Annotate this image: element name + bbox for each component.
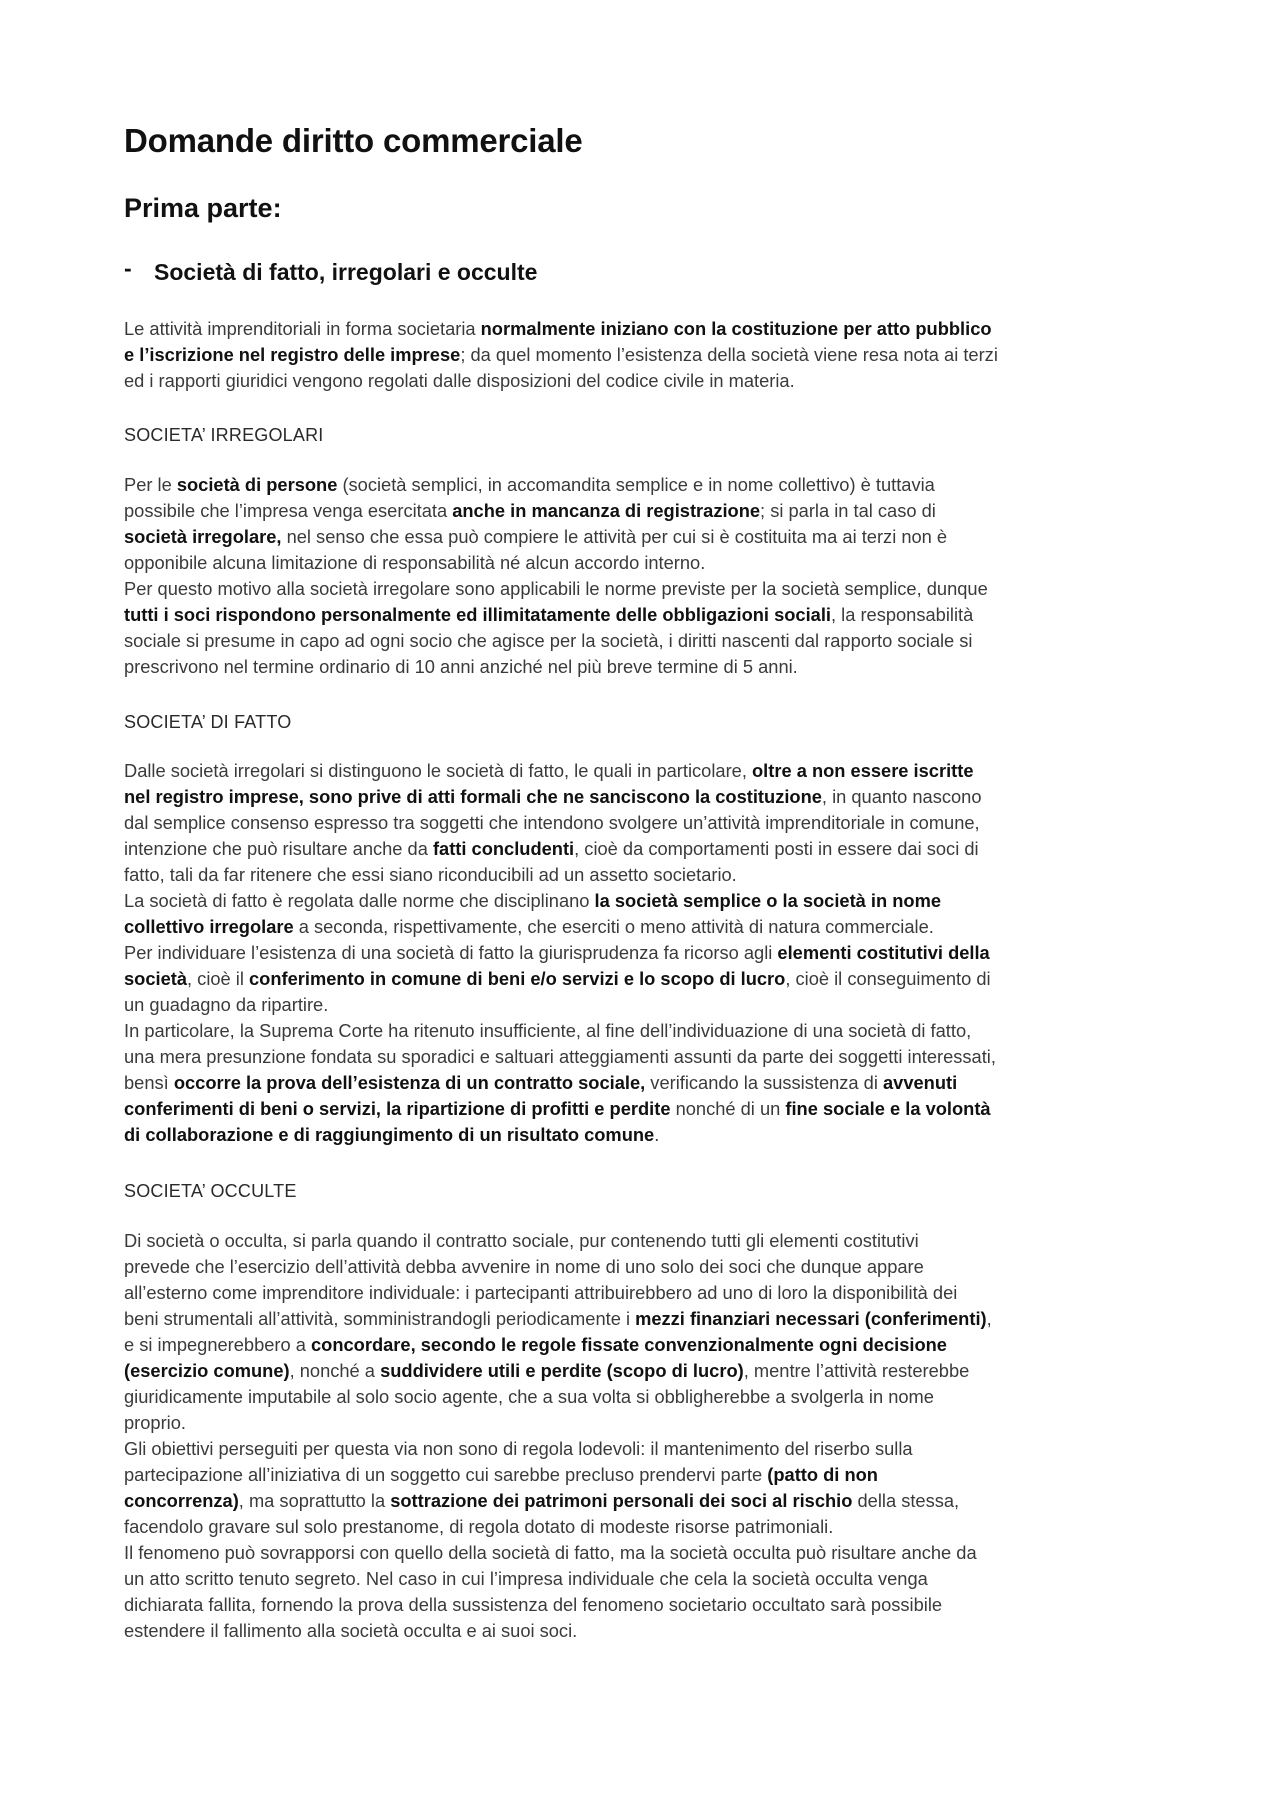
- bold-text: elementi costitutivi della: [777, 942, 990, 963]
- text-line: [124, 1122, 1176, 1148]
- text-line: [124, 1488, 1176, 1514]
- text-line: [124, 836, 1176, 862]
- text-run: , cioè da comportamenti posti in essere dai soci di: [574, 838, 979, 859]
- text-line: [124, 940, 1176, 966]
- bold-text: nel registro imprese, sono prive di atti formali che ne sanciscono la costituzione: [124, 786, 822, 807]
- text-line: [124, 1566, 1176, 1592]
- document-subtitle: Prima parte:: [124, 193, 282, 223]
- text-run: prevede che l’esercizio dell’attività debba avvenire in nome di uno solo dei soci che dunque appare: [124, 1256, 924, 1277]
- text-line: [124, 524, 1176, 550]
- bold-text: avvenuti: [883, 1072, 958, 1093]
- text-run: ed i rapporti giuridici vengono regolati dalle disposizioni del codice civile in materia.: [124, 370, 795, 391]
- text-run: Il fenomeno può sovrapporsi con quello della società di fatto, ma la società occulta può risultare anche da: [124, 1542, 977, 1563]
- text-run: facendolo gravare sul solo prestanome, di regola dotato di modeste risorse patrimoniali.: [124, 1516, 834, 1537]
- bold-text: fatti concludenti: [432, 838, 575, 859]
- text-run: fatto, tali da far ritenere che essi siano riconducibili ad un assetto societario.: [124, 864, 737, 885]
- text-line: [124, 1254, 1176, 1280]
- bold-text: di collaborazione e di raggiungimento di un risultato comune: [124, 1124, 655, 1145]
- bold-text: società irregolare,: [124, 526, 282, 547]
- bold-text: società: [124, 968, 188, 989]
- di-fatto-paragraph: [124, 758, 1176, 1148]
- text-run: Dalle società irregolari si distinguono le società di fatto, le quali in particolare,: [124, 760, 752, 781]
- text-run: possibile che l’impresa venga esercitata: [124, 500, 453, 521]
- bold-text: (patto di non: [767, 1464, 878, 1485]
- heading-di-fatto: SOCIETA’ DI FATTO: [124, 712, 292, 732]
- text-run: In particolare, la Suprema Corte ha ritenuto insufficiente, al fine dell’individuazione di una società di fatto,: [124, 1020, 972, 1041]
- text-line: [124, 1044, 1176, 1070]
- text-run: ; si parla in tal caso di: [760, 500, 936, 521]
- bold-text: tutti i soci rispondono personalmente ed illimitatamente delle obbligazioni sociali: [124, 604, 831, 625]
- text-line: [124, 758, 1176, 784]
- bold-text: e l’iscrizione nel registro delle imprese: [124, 344, 461, 365]
- text-run: , cioè il: [187, 968, 249, 989]
- text-run: bensì: [124, 1072, 174, 1093]
- bold-text: suddividere utili e perdite (scopo di lucro): [380, 1360, 744, 1381]
- text-line: [124, 1070, 1176, 1096]
- text-line: [124, 1384, 1176, 1410]
- text-line: [124, 1358, 1176, 1384]
- text-line: [124, 1018, 1176, 1044]
- text-line: [124, 888, 1176, 914]
- bullet-dash: -: [124, 255, 132, 281]
- intro-paragraph: [124, 316, 1176, 394]
- text-run: una mera presunzione fondata su sporadici e saltuari atteggiamenti assunti da parte dei soggetti interessati,: [124, 1046, 996, 1067]
- bold-text: (esercizio comune): [124, 1360, 290, 1381]
- text-run: Per questo motivo alla società irregolare sono applicabili le norme previste per la società semplice, dunque: [124, 578, 988, 599]
- text-line: [124, 1280, 1176, 1306]
- text-run: dichiarata fallita, fornendo la prova della sussistenza del fenomeno societario occultato sarà possibile: [124, 1594, 943, 1615]
- text-line: [124, 1462, 1176, 1488]
- text-line: [124, 784, 1176, 810]
- text-run: , la responsabilità: [830, 604, 974, 625]
- text-line: [124, 1618, 1176, 1644]
- document-title: Domande diritto commerciale: [124, 122, 583, 159]
- bold-text: fine sociale e la volontà: [785, 1098, 991, 1119]
- text-run: ; da quel momento l’esistenza della società viene resa nota ai terzi: [460, 344, 998, 365]
- text-line: [124, 1436, 1176, 1462]
- bold-text: società di persone: [176, 474, 338, 495]
- occulte-paragraph: [124, 1228, 1176, 1644]
- bold-text: sottrazione dei patrimoni personali dei soci al rischio: [390, 1490, 853, 1511]
- text-line: [124, 1592, 1176, 1618]
- text-run: , in quanto nascono: [821, 786, 982, 807]
- bold-text: occorre la prova dell’esistenza di un contratto sociale,: [173, 1072, 646, 1093]
- heading-occulte: SOCIETA’ OCCULTE: [124, 1181, 297, 1201]
- text-run: Le attività imprenditoriali in forma societaria: [124, 318, 481, 339]
- text-run: , ma soprattutto la: [238, 1490, 391, 1511]
- text-line: [124, 368, 1176, 394]
- text-run: all’esterno come imprenditore individuale: i partecipanti attribuirebbero ad uno di loro la disponibilità dei: [124, 1282, 958, 1303]
- text-line: [124, 810, 1176, 836]
- text-line: [124, 1514, 1176, 1540]
- text-line: [124, 1332, 1176, 1358]
- text-line: [124, 472, 1176, 498]
- text-run: prescrivono nel termine ordinario di 10 anni anziché nel più breve termine di 5 anni.: [124, 656, 798, 677]
- heading-irregolari: SOCIETA’ IRREGOLARI: [124, 425, 324, 445]
- bold-text: mezzi finanziari necessari (conferimenti): [635, 1308, 987, 1329]
- text-run: nonché di un: [670, 1098, 786, 1119]
- bold-text: collettivo irregolare: [124, 916, 294, 937]
- text-run: (società semplici, in accomandita semplice e in nome collettivo) è tuttavia: [337, 474, 935, 495]
- text-run: intenzione che può risultare anche da: [124, 838, 433, 859]
- text-line: [124, 550, 1176, 576]
- text-line: [124, 498, 1176, 524]
- text-run: della stessa,: [852, 1490, 960, 1511]
- text-line: [124, 992, 1176, 1018]
- text-run: ,: [986, 1308, 992, 1329]
- text-line: [124, 966, 1176, 992]
- text-line: [124, 602, 1176, 628]
- text-run: .: [654, 1124, 660, 1145]
- text-line: [124, 576, 1176, 602]
- text-line: [124, 862, 1176, 888]
- text-run: estendere il fallimento alla società occulta e ai suoi soci.: [124, 1620, 578, 1641]
- text-run: giuridicamente imputabile al solo socio agente, che a sua volta si obbligherebbe a svolgerla in nome: [124, 1386, 934, 1407]
- irregolari-paragraph: [124, 472, 1176, 680]
- text-run: sociale si presume in capo ad ogni socio che agisce per la società, i diritti nascenti dal rapporto sociale si: [124, 630, 973, 651]
- text-run: , nonché a: [289, 1360, 381, 1381]
- text-run: dal semplice consenso espresso tra soggetti che intendono svolgere un’attività imprenditoriale in comune,: [124, 812, 980, 833]
- text-run: Di società o occulta, si parla quando il contratto sociale, pur contenendo tutti gli elementi costitutivi: [124, 1230, 919, 1251]
- text-line: [124, 654, 1176, 680]
- text-run: La società di fatto è regolata dalle norme che disciplinano: [124, 890, 595, 911]
- text-run: un guadagno da ripartire.: [124, 994, 329, 1015]
- bold-text: concorrenza): [124, 1490, 239, 1511]
- text-run: un atto scritto tenuto segreto. Nel caso in cui l’impresa individuale che cela la società occulta venga: [124, 1568, 928, 1589]
- text-run: proprio.: [124, 1412, 186, 1433]
- bold-text: normalmente iniziano con la costituzione per atto pubblico: [480, 318, 992, 339]
- text-line: [124, 1228, 1176, 1254]
- bold-text: conferimenti di beni o servizi, la ripartizione di profitti e perdite: [124, 1098, 671, 1119]
- bold-text: conferimento in comune di beni e/o servizi e lo scopo di lucro: [249, 968, 786, 989]
- text-line: [124, 1540, 1176, 1566]
- bold-text: anche in mancanza di registrazione: [452, 500, 761, 521]
- text-line: [124, 316, 1176, 342]
- text-run: , cioè il conseguimento di: [785, 968, 991, 989]
- section-heading: [124, 255, 538, 286]
- text-run: Per individuare l’esistenza di una società di fatto la giurisprudenza fa ricorso agli: [124, 942, 778, 963]
- text-run: nel senso che essa può compiere le attività per cui si è costituita ma ai terzi non è: [281, 526, 948, 547]
- text-run: partecipazione all’iniziativa di un soggetto cui sarebbe precluso prendervi parte: [124, 1464, 768, 1485]
- text-run: a seconda, rispettivamente, che eserciti o meno attività di natura commerciale.: [293, 916, 934, 937]
- text-run: , mentre l’attività resterebbe: [743, 1360, 970, 1381]
- text-line: [124, 342, 1176, 368]
- text-run: verificando la sussistenza di: [645, 1072, 883, 1093]
- text-run: Per le: [124, 474, 177, 495]
- text-line: [124, 1410, 1176, 1436]
- text-line: [124, 628, 1176, 654]
- text-run: opponibile alcuna limitazione di responsabilità né alcun accordo interno.: [124, 552, 706, 573]
- text-line: [124, 914, 1176, 940]
- text-line: [124, 1096, 1176, 1122]
- text-run: Gli obiettivi perseguiti per questa via non sono di regola lodevoli: il mantenimento del riserbo sulla: [124, 1438, 913, 1459]
- bold-text: concordare, secondo le regole fissate convenzionalmente ogni decisione: [311, 1334, 947, 1355]
- text-line: [124, 1306, 1176, 1332]
- text-run: beni strumentali all’attività, somministrandogli periodicamente i: [124, 1308, 636, 1329]
- section-heading-text: Società di fatto, irregolari e occulte: [154, 259, 538, 285]
- bold-text: la società semplice o la società in nome: [594, 890, 942, 911]
- bold-text: oltre a non essere iscritte: [752, 760, 974, 781]
- text-run: e si impegnerebbero a: [124, 1334, 311, 1355]
